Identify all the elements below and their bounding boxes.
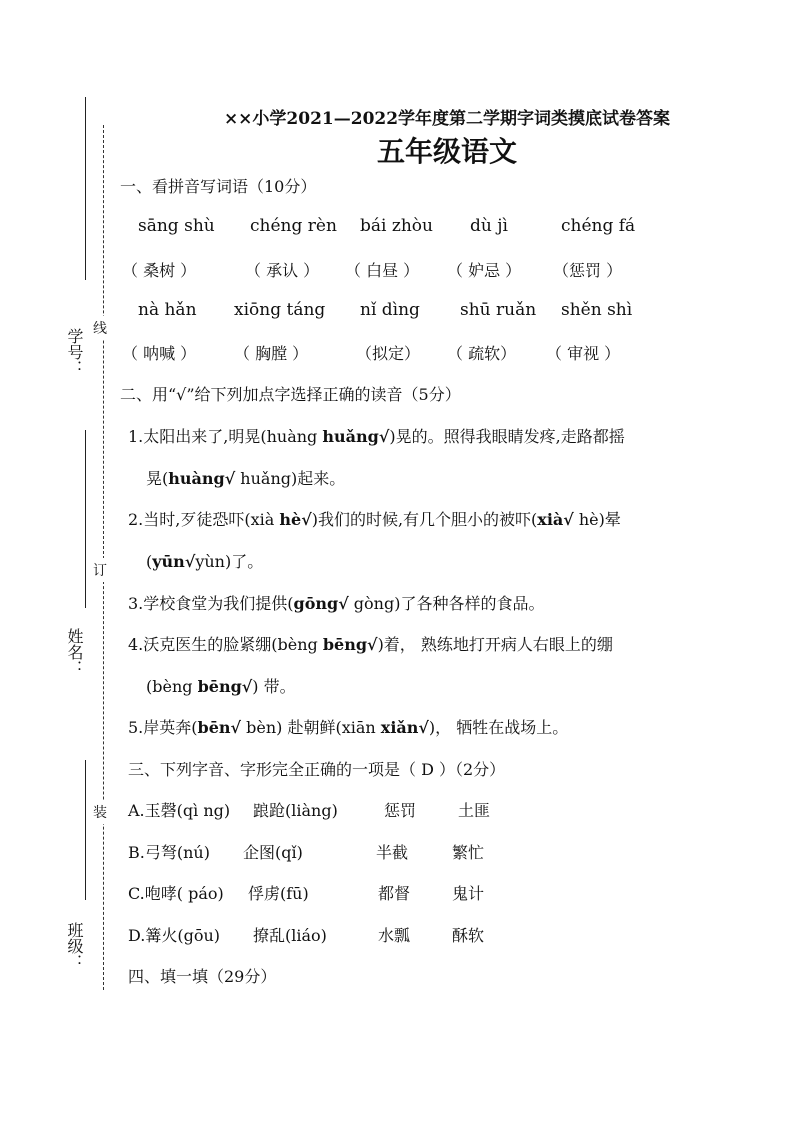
pinyin-7: xiōng táng xyxy=(234,300,326,320)
answer-5: （惩罚 ） xyxy=(553,261,623,280)
section4-title: 四、填一填（29分） xyxy=(128,967,277,986)
question-2-line-2: (yūn√yùn)了。 xyxy=(146,552,264,571)
binding-mark-xian: 线 xyxy=(93,316,107,340)
option-a-3: 惩罚 xyxy=(384,801,417,820)
question-4-line-1: 4.沃克医生的脸紧绷(bèng bēng√)着， 熟练地打开病人右眼上的绷 xyxy=(128,635,613,654)
exam-subtitle: 五年级语文 xyxy=(376,135,517,168)
binding-mark-ding: 订 xyxy=(93,558,107,582)
exam-title: ××小学2021—2022学年度第二学期字词类摸底试卷答案 xyxy=(223,109,671,129)
question-5-line-1: 5.岸英奔(bēn√ bèn) 赴朝鲜(xiān xiǎn√)， 牺牲在战场上。 xyxy=(128,718,569,737)
option-d-1: D.篝火(gōu) xyxy=(128,926,221,945)
option-b-3: 半截 xyxy=(376,843,409,862)
pinyin-8: nǐ dìng xyxy=(360,300,420,320)
pinyin-5: chéng fá xyxy=(561,216,636,236)
option-c-4: 鬼计 xyxy=(452,884,485,903)
answer-4: （ 妒忌 ） xyxy=(447,261,522,280)
answer-1: （ 桑树 ） xyxy=(122,261,197,280)
option-a-4: 土匪 xyxy=(458,801,491,820)
pinyin-2: chéng rèn xyxy=(250,216,337,236)
option-d-3: 水瓢 xyxy=(378,926,411,945)
student-number-label: 学号： xyxy=(65,328,84,376)
section1-title: 一、看拼音写词语（10分） xyxy=(120,177,317,196)
name-underline xyxy=(85,430,86,608)
option-c-2: 俘虏(fū) xyxy=(248,884,309,903)
option-a-2: 踉跄(liàng) xyxy=(253,801,338,820)
answer-8: （拟定） xyxy=(356,344,421,363)
question-3-line-1: 3.学校食堂为我们提供(gōng√ gòng)了各种各样的食品。 xyxy=(128,594,545,613)
option-d-4: 酥软 xyxy=(452,926,485,945)
answer-7: （ 胸膛 ） xyxy=(234,344,309,363)
answer-3: （ 白昼 ） xyxy=(345,261,420,280)
section3-title: 三、下列字音、字形完全正确的一项是（ D ）（2分） xyxy=(128,760,506,779)
option-c-1: C.咆哮( páo) xyxy=(128,884,224,903)
pinyin-9: shū ruǎn xyxy=(460,300,537,320)
option-b-4: 繁忙 xyxy=(452,843,485,862)
class-label: 班级： xyxy=(65,922,84,970)
pinyin-6: nà hǎn xyxy=(138,300,197,320)
name-label: 姓名： xyxy=(65,628,84,676)
pinyin-3: bái zhòu xyxy=(360,216,433,236)
option-b-1: B.弓弩(nú) xyxy=(128,843,210,862)
option-a-1: A.玉磬(qì ng) xyxy=(128,801,231,820)
binding-mark-zhuang: 装 xyxy=(93,800,107,824)
option-c-3: 都督 xyxy=(378,884,411,903)
question-1-line-1: 1.太阳出来了,明晃(huàng huǎng√)晃的。照得我眼睛发疼,走路都摇 xyxy=(128,427,625,446)
pinyin-1: sāng shù xyxy=(138,216,215,236)
question-1-line-2: 晃(huàng√ huǎng)起来。 xyxy=(146,469,346,488)
answer-10: （ 审视 ） xyxy=(546,344,621,363)
answer-2: （ 承认 ） xyxy=(245,261,320,280)
pinyin-4: dù jì xyxy=(470,216,508,236)
question-2-line-1: 2.当时,歹徒恐吓(xià hè√)我们的时候,有几个胆小的被吓(xià√ hè)晕 xyxy=(128,510,621,529)
pinyin-10: shěn shì xyxy=(561,300,633,320)
section2-title: 二、用“√”给下列加点字选择正确的读音（5分） xyxy=(120,385,461,404)
question-4-line-2: (bèng bēng√) 带。 xyxy=(146,677,296,696)
class-underline xyxy=(85,760,86,900)
option-b-2: 企图(qǐ) xyxy=(243,843,303,862)
answer-6: （ 呐喊 ） xyxy=(122,344,197,363)
answer-9: （ 疏软） xyxy=(447,344,517,363)
option-d-2: 撩乱(liáo) xyxy=(253,926,327,945)
